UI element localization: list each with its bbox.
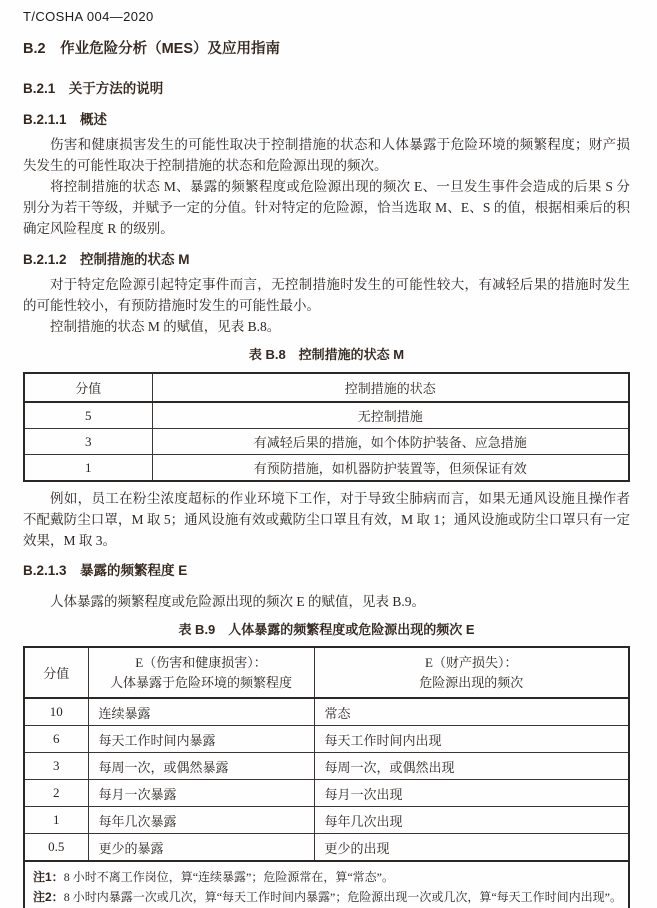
injury-cell: 每月一次暴露 — [88, 780, 314, 807]
injury-cell: 连续暴露 — [88, 698, 314, 726]
note-1-label: 注1： — [33, 870, 64, 884]
property-cell: 更少的出现 — [314, 834, 629, 862]
property-cell: 每周一次，或偶然出现 — [314, 753, 629, 780]
score-cell: 5 — [24, 402, 152, 429]
score-cell: 2 — [24, 780, 88, 807]
score-cell: 3 — [24, 429, 152, 455]
paragraph-control-measures: 对于特定危险源引起特定事件而言，无控制措施时发生的可能性较大，有减轻后果的措施时发生的可能性较小，有预防措施时发生的可能性最小。 — [23, 277, 630, 313]
note-2 — [33, 887, 620, 907]
table-row — [24, 429, 629, 455]
header-property-line2: 危险源出现的频次 — [419, 674, 524, 690]
table-row — [24, 780, 629, 807]
score-cell: 3 — [24, 753, 88, 780]
table-b9-header-property — [314, 647, 629, 698]
notes-cell — [24, 861, 629, 908]
state-cell: 有预防措施，如机器防护装置等，但须保证有效 — [152, 455, 629, 482]
score-cell: 10 — [24, 698, 88, 726]
note-2-label: 注2： — [33, 890, 64, 904]
injury-cell: 每天工作时间内暴露 — [88, 726, 314, 753]
table-b8-caption: 表 B.8 控制措施的状态 M — [248, 347, 405, 362]
table-row — [24, 753, 629, 780]
heading-b213: B.2.1.3 暴露的频繁程度 E — [23, 563, 188, 578]
paragraph-see-table-b8: 控制措施的状态 M 的赋值，见表 B.8。 — [50, 319, 281, 334]
table-b9-header-score: 分值 — [24, 647, 88, 698]
table-b8 — [23, 372, 630, 482]
header-injury-line1: E（伤害和健康损害）： — [135, 654, 267, 670]
heading-b212: B.2.1.2 控制措施的状态 M — [23, 252, 190, 267]
score-cell: 1 — [24, 807, 88, 834]
paragraph-see-table-b9: 人体暴露的频繁程度或危险源出现的频次 E 的赋值，见表 B.9。 — [50, 594, 425, 609]
note-2-text: 8 小时内暴露一次或几次，算“每天工作时间内暴露”；危险源出现一次或几次，算“每天工作时间内出现”。 — [63, 890, 622, 904]
score-cell: 6 — [24, 726, 88, 753]
paragraph-overview-1: 伤害和健康损害发生的可能性取决于控制措施的状态和人体暴露于危险环境的频繁程度；财产损失发生的可能性取决于控制措施的状态和危险源出现的频次。 — [23, 137, 630, 173]
table-b9-header-row — [24, 647, 629, 698]
score-cell: 0.5 — [24, 834, 88, 862]
property-cell: 每年几次出现 — [314, 807, 629, 834]
table-row — [24, 698, 629, 726]
note-1 — [33, 867, 620, 887]
table-b8-header-row — [24, 373, 629, 402]
property-cell: 每月一次出现 — [314, 780, 629, 807]
standard-code: T/COSHA 004—2020 — [23, 9, 154, 24]
table-b9-caption: 表 B.9 人体暴露的频繁程度或危险源出现的频次 E — [178, 622, 475, 637]
injury-cell: 更少的暴露 — [88, 834, 314, 862]
score-cell: 1 — [24, 455, 152, 482]
table-b9 — [23, 646, 630, 908]
table-row — [24, 807, 629, 834]
heading-b21: B.2.1 关于方法的说明 — [23, 81, 164, 96]
table-b8-header-score: 分值 — [24, 373, 152, 402]
property-cell: 常态 — [314, 698, 629, 726]
table-b9-header-injury — [88, 647, 314, 698]
table-row — [24, 726, 629, 753]
table-b8-header-state: 控制措施的状态 — [152, 373, 629, 402]
paragraph-overview-2: 将控制措施的状态 M、暴露的频繁程度或危险源出现的频次 E、一旦发生事件会造成的后果 S 分别分为若干等级，并赋予一定的分值。针对特定的危险源，恰当选取 M、E、S 的值，根据相乘后的积确定风险程度 R 的级别。 — [23, 179, 630, 236]
table-row — [24, 402, 629, 429]
heading-b211: B.2.1.1 概述 — [23, 112, 108, 127]
table-row — [24, 455, 629, 482]
injury-cell: 每年几次暴露 — [88, 807, 314, 834]
note-1-text: 8 小时不离工作岗位，算“连续暴露”；危险源常在，算“常态”。 — [63, 870, 394, 884]
table-b9-notes — [24, 861, 629, 908]
header-property-line1: E（财产损失）： — [425, 654, 518, 670]
injury-cell: 每周一次，或偶然暴露 — [88, 753, 314, 780]
state-cell: 无控制措施 — [152, 402, 629, 429]
header-injury-line2: 人体暴露于危险环境的频繁程度 — [109, 674, 292, 690]
table-row — [24, 834, 629, 862]
property-cell: 每天工作时间内出现 — [314, 726, 629, 753]
heading-b2: B.2 作业危险分析（MES）及应用指南 — [23, 41, 280, 57]
state-cell: 有减轻后果的措施，如个体防护装备、应急措施 — [152, 429, 629, 455]
paragraph-example: 例如，员工在粉尘浓度超标的作业环境下工作，对于导致尘肺病而言，如果无通风设施且操作者不配戴防尘口罩，M 取 5；通风设施有效或戴防尘口罩且有效，M 取 1；通风设施或防尘口罩只有一定效果，M 取 3。 — [23, 491, 630, 548]
